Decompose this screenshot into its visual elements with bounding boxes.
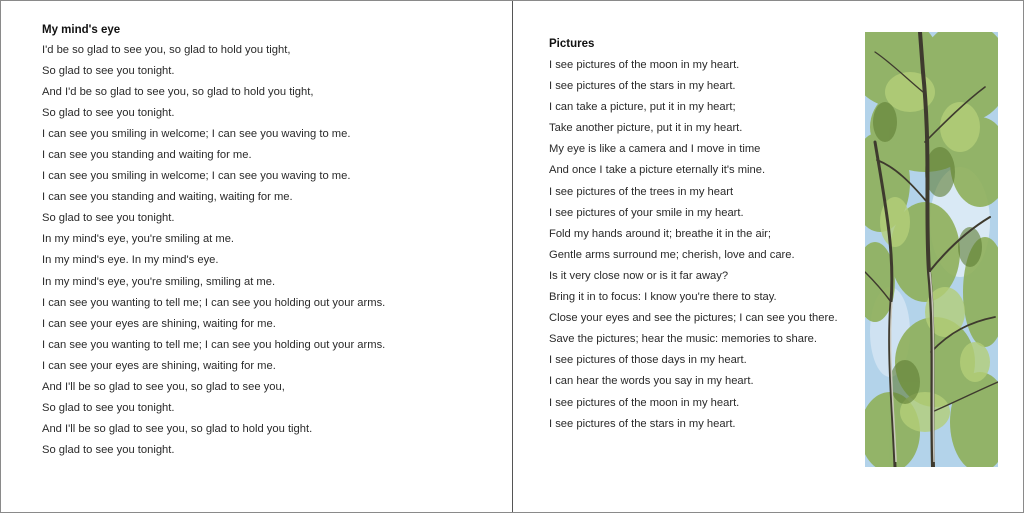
right-poem-line: Fold my hands around it; breathe it in the air; xyxy=(549,227,772,240)
right-poem-line: I see pictures of the moon in my heart. xyxy=(549,59,740,71)
right-poem-line: Bring it in to focus: I know you're there to stay. xyxy=(549,291,777,304)
left-poem-line: So glad to see you tonight. xyxy=(42,106,175,119)
right-poem-line: Is it very close now or is it far away? xyxy=(549,269,729,282)
left-poem-line: In my mind's eye, you're smiling at me. xyxy=(42,233,235,246)
left-poem-line: In my mind's eye. In my mind's eye. xyxy=(42,254,219,267)
right-poem-lines xyxy=(549,55,838,435)
left-poem-line: I can see you smiling in welcome; I can see you waving to me. xyxy=(42,170,351,183)
right-poem-line: Save the pictures; hear the music: memories to share. xyxy=(549,333,817,346)
left-poem-line: So glad to see you tonight. xyxy=(42,444,175,457)
left-poem-line: And I'll be so glad to see you, so glad to hold you tight. xyxy=(42,423,313,436)
right-poem-line: Gentle arms surround me; cherish, love and care. xyxy=(549,248,795,261)
left-poem-line: I can see you wanting to tell me; I can see you holding out your arms. xyxy=(42,296,386,309)
right-poem-line: I see pictures of the moon in my heart. xyxy=(549,396,740,409)
left-poem-line: I'd be so glad to see you, so glad to hold you tight, xyxy=(42,43,291,56)
left-poem-title: My mind's eye xyxy=(42,24,121,36)
right-poem-line: I can take a picture, put it in my heart; xyxy=(549,101,736,114)
left-poem-line: I can see you standing and waiting, waiting for me. xyxy=(42,191,293,204)
right-poem-title: Pictures xyxy=(549,38,595,50)
right-poem-line: I see pictures of the trees in my heart xyxy=(549,185,734,198)
left-poem-line: I can see you standing and waiting for me. xyxy=(42,148,252,161)
left-poem-line: I can see your eyes are shining, waiting for me. xyxy=(42,317,276,330)
left-poem-line: So glad to see you tonight. xyxy=(42,64,175,77)
left-poem-line: In my mind's eye, you're smiling, smiling at me. xyxy=(42,275,276,288)
right-poem-line: I see pictures of the stars in my heart. xyxy=(549,417,736,430)
left-poem-line: I can see you wanting to tell me; I can see you holding out your arms. xyxy=(42,338,386,351)
right-poem-line: Take another picture, put it in my heart. xyxy=(549,122,743,135)
right-poem-line: I see pictures of those days in my heart. xyxy=(549,354,747,367)
right-poem-line: I can hear the words you say in my heart. xyxy=(549,375,754,388)
left-poem-line: So glad to see you tonight. xyxy=(42,402,175,415)
right-poem-line: Close your eyes and see the pictures; I can see you there. xyxy=(549,312,838,325)
right-page xyxy=(513,1,1023,512)
tree-illustration xyxy=(865,32,998,467)
left-poem-line: So glad to see you tonight. xyxy=(42,212,175,225)
left-poem-line: And I'll be so glad to see you, so glad to see you, xyxy=(42,381,285,393)
right-poem-line: I see pictures of your smile in my heart. xyxy=(549,206,744,219)
right-poem-line: And once I take a picture eternally it's mine. xyxy=(549,164,766,177)
left-poem-line: And I'd be so glad to see you, so glad to hold you tight, xyxy=(42,85,314,98)
left-page xyxy=(1,1,512,512)
left-poem-line: I can see you smiling in welcome; I can see you waving to me. xyxy=(42,127,351,140)
left-poem-line: I can see your eyes are shining, waiting for me. xyxy=(42,359,276,372)
left-poem-lines xyxy=(42,40,385,462)
birch-tree-photo xyxy=(865,32,998,467)
right-poem-line: I see pictures of the stars in my heart. xyxy=(549,80,736,93)
right-poem-line: My eye is like a camera and I move in time xyxy=(549,143,761,156)
